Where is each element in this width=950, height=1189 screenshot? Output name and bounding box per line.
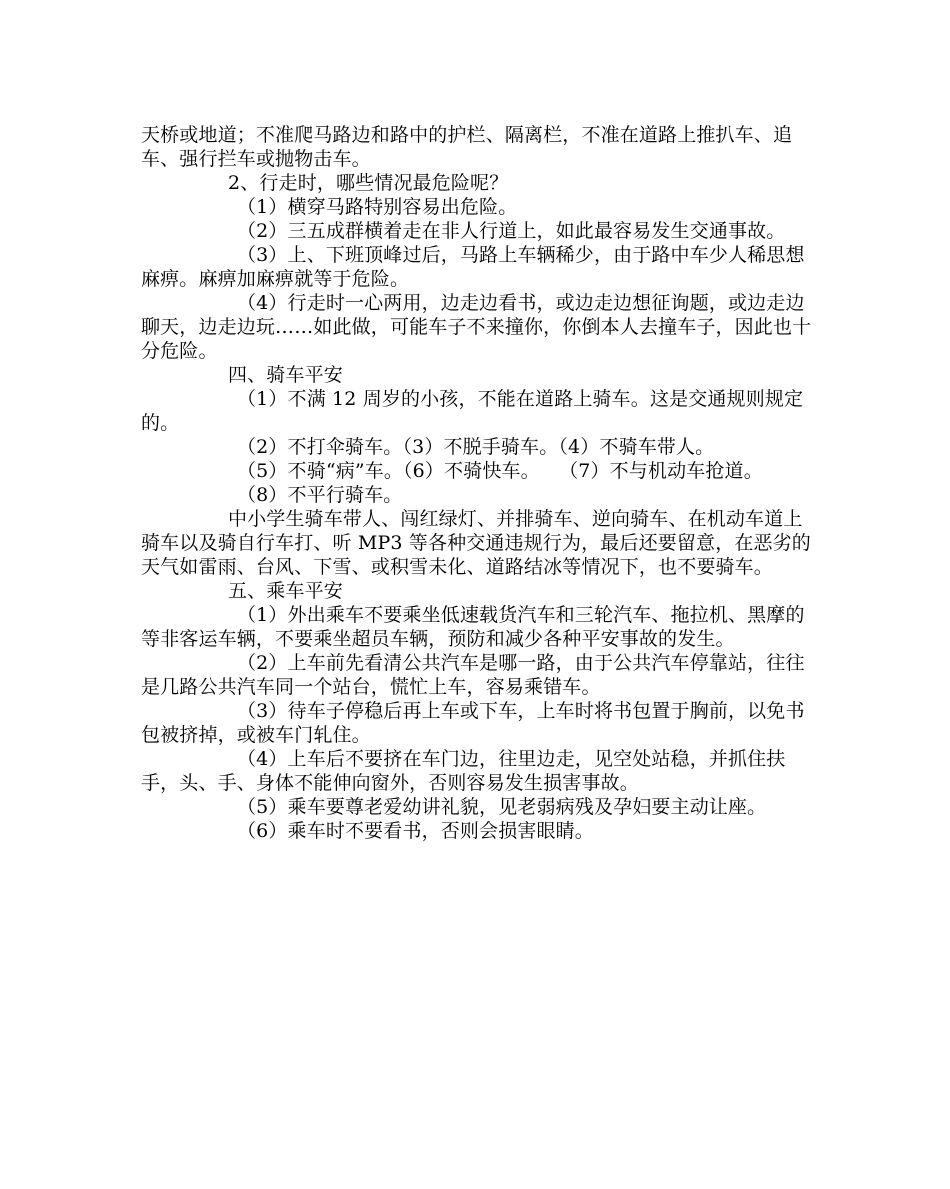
paragraph: （2）上车前先看清公共汽车是哪一路，由于公共汽车停靠站，往往是几路公共汽车同一个站台，慌忙上车，容易乘错车。 bbox=[141, 652, 805, 698]
paragraph: （2）三五成群横着走在非人行道上，如此最容易发生交通事故。 bbox=[237, 220, 786, 242]
paragraph: （2）不打伞骑车。（3）不脱手骑车。（4）不骑车带人。 bbox=[237, 436, 715, 458]
paragraph: （3）上、下班顶峰过后，马路上车辆稀少，由于路中车少人稀思想麻痹。麻痹加麻痹就等于危险。 bbox=[141, 244, 805, 290]
paragraph: （8）不平行骑车。 bbox=[237, 484, 403, 506]
paragraph: （1）不满 12 周岁的小孩，不能在道路上骑车。这是交通规则规定的。 bbox=[141, 388, 804, 434]
paragraph: 天桥或地道；不准爬马路边和路中的护栏、隔离栏，不准在道路上推扒车、追车、强行拦车或抛物击车。 bbox=[141, 124, 793, 170]
paragraph: （5）不骑“病”车。（6）不骑快车。 （7）不与机动车抢道。 bbox=[237, 460, 763, 482]
paragraph: （4）上车后不要挤在车门边，往里边走，见空处站稳，并抓住扶手，头、手、身体不能伸向窗外，否则容易发生损害事故。 bbox=[141, 748, 786, 794]
paragraph: （1）横穿马路特别容易出危险。 bbox=[237, 196, 518, 218]
section-heading: 五、乘车平安 bbox=[228, 580, 343, 602]
paragraph: 中小学生骑车带人、闯红绿灯、并排骑车、逆向骑车、在机动车道上骑车以及骑自行车打、听 MP3 等各种交通违规行为，最后还要留意，在恶劣的天气如雷雨、台风、下雪、或积雪未化、道路结冰等情况下，也不要骑车。 bbox=[141, 508, 811, 578]
paragraph: （6）乘车时不要看书，否则会损害眼睛。 bbox=[237, 820, 594, 842]
document-body bbox=[141, 123, 821, 843]
paragraph: （1）外出乘车不要乘坐低速载货汽车和三轮汽车、拖拉机、黑摩的等非客运车辆，不要乘坐超员车辆，预防和减少各种平安事故的发生。 bbox=[141, 604, 805, 650]
paragraph: （4）行走时一心两用，边走边看书，或边走边想征询题，或边走边聊天，边走边玩……如此做，可能车子不来撞你，你倒本人去撞车子，因此也十分危险。 bbox=[141, 292, 812, 362]
paragraph: 2、行走时，哪些情况最危险呢？ bbox=[228, 172, 509, 194]
paragraph: （5）乘车要尊老爱幼讲礼貌，见老弱病残及孕妇要主动让座。 bbox=[237, 796, 767, 818]
section-heading: 四、骑车平安 bbox=[228, 364, 343, 386]
paragraph: （3）待车子停稳后再上车或下车，上车时将书包置于胸前，以免书包被挤掉，或被车门轧住。 bbox=[141, 700, 805, 746]
